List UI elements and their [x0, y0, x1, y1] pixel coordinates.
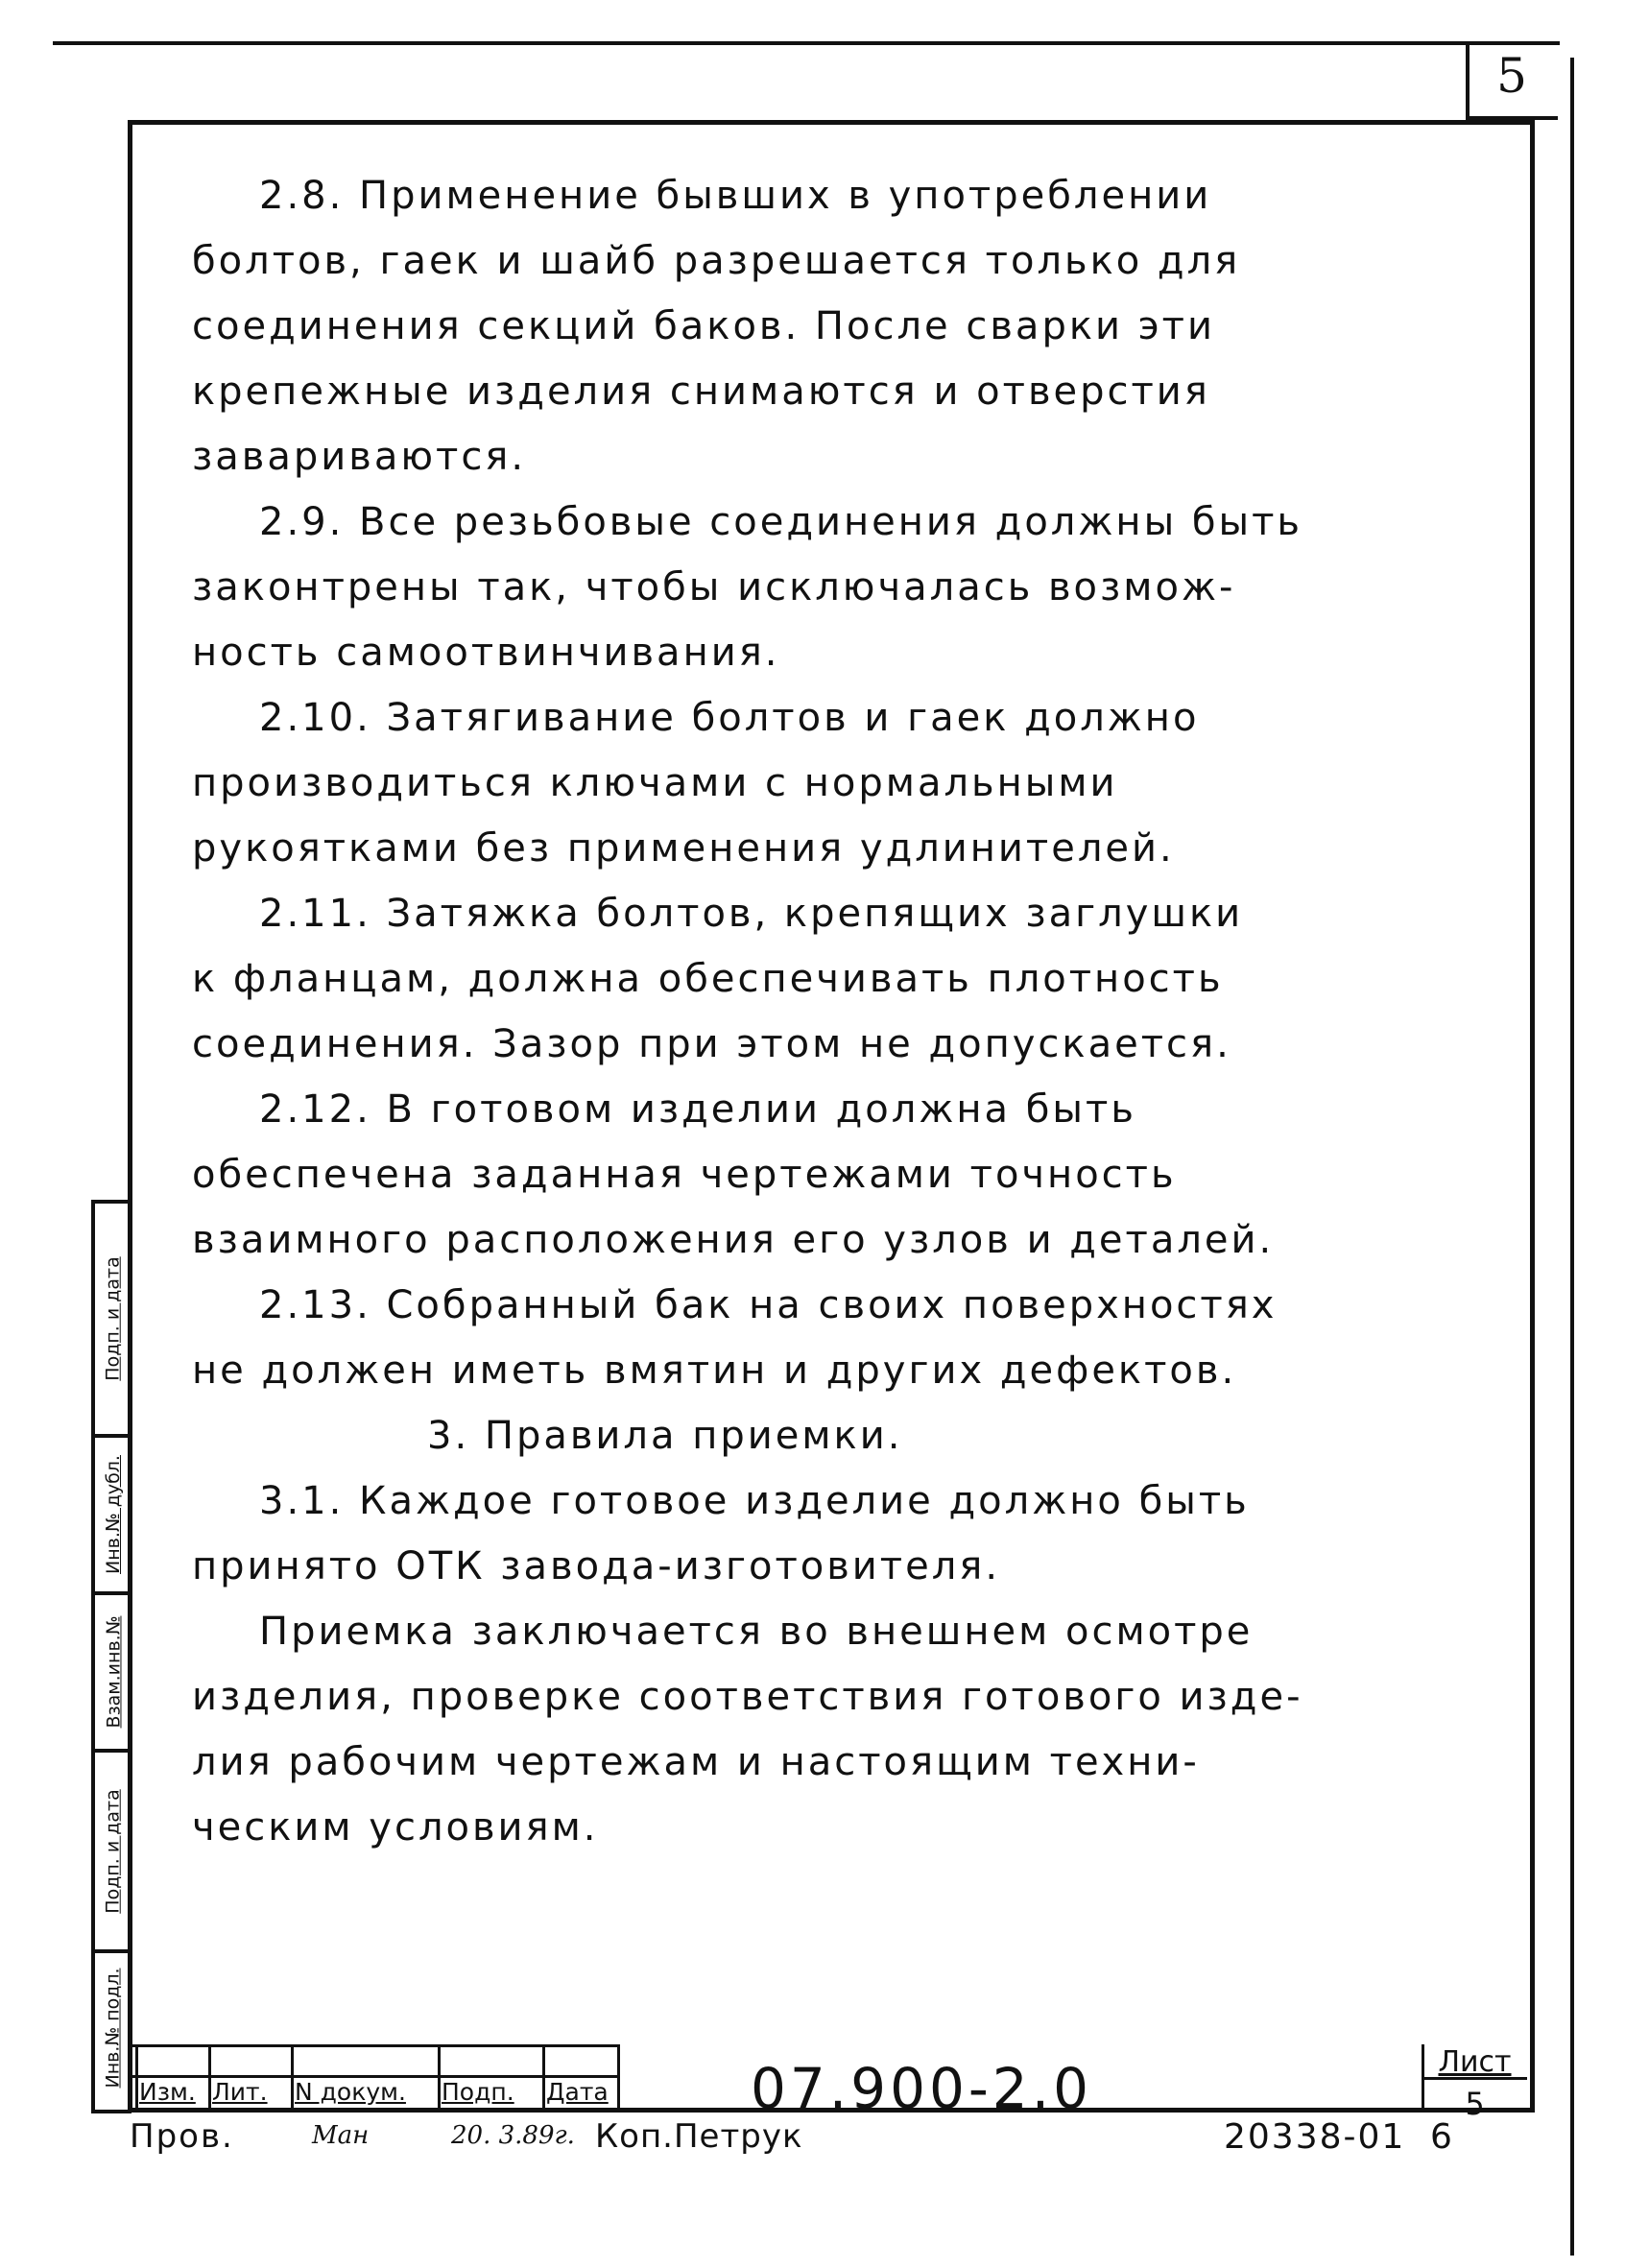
- section-heading-acceptance: 3. Правила приемки.: [427, 1414, 903, 1458]
- page-number: 5: [1496, 48, 1527, 104]
- title-block-rule: [291, 2044, 294, 2110]
- check-date: 20. 3.89г.: [451, 2121, 575, 2150]
- binding-label-dup-inv: Инв.№ дубл.: [103, 1455, 124, 1574]
- paragraph-3-1: 3.1. Каждое готовое изделие должно быть принято ОТК завода-изготовителя.: [192, 1479, 1250, 1588]
- binding-label-sign-date-top: Подп. и дата: [103, 1256, 124, 1381]
- copied-by: Коп.Петрук: [595, 2117, 803, 2156]
- sheet-number: 5: [1465, 2086, 1485, 2122]
- paragraph-2-11: 2.11. Затяжка болтов, крепящих заглушки к фланцам, должна обеспечивать плотность соединения. Зазор при этом не допускается.: [192, 892, 1244, 1066]
- title-block-rule: [617, 2044, 620, 2110]
- col-signature: Подп.: [442, 2078, 514, 2106]
- title-block-rule: [135, 2044, 138, 2110]
- format-number: 6: [1430, 2117, 1452, 2157]
- paragraph-2-9: 2.9. Все резьбовые соединения должны быть законтрены так, чтобы исключалась возмож- ность самоотвинчивания.: [192, 500, 1302, 675]
- title-block-rule: [542, 2044, 545, 2110]
- binding-label-replace-inv: Взам.инв.№: [103, 1615, 124, 1729]
- document-body: [192, 163, 1497, 1860]
- binding-label-inv-orig: Инв.№ подл.: [103, 1967, 125, 2089]
- paragraph-2-10: 2.10. Затягивание болтов и гаек должно производиться ключами с нормальными рукоятками без применения удлинителей.: [192, 696, 1200, 871]
- title-block-rule: [208, 2044, 211, 2110]
- col-change: Изм.: [139, 2078, 196, 2106]
- col-sheet: Лит.: [212, 2078, 268, 2106]
- paragraph-3-1-continued: Приемка заключается во внешнем осмотре изделия, проверке соответствия готового изде- лия рабочим чертежам и настоящим техни- ческим условиям.: [192, 1610, 1303, 1850]
- right-edge-rule: [1570, 58, 1574, 2256]
- title-block-rule: [438, 2044, 441, 2110]
- paragraph-2-13: 2.13. Собранный бак на своих поверхностях не должен иметь вмятин и других дефектов.: [192, 1283, 1278, 1393]
- col-doc-number: N докум.: [295, 2078, 406, 2106]
- col-date: Дата: [546, 2078, 609, 2106]
- checker-signature: Ман: [312, 2121, 370, 2150]
- binding-column: [91, 1200, 131, 2113]
- top-rule: [53, 41, 1560, 45]
- checked-label: Пров.: [130, 2117, 234, 2156]
- archive-code: 20338-01: [1224, 2117, 1406, 2157]
- sheet-label: Лист: [1438, 2045, 1512, 2079]
- document-designation: 07.900-2.0: [750, 2056, 1093, 2121]
- paragraph-2-12: 2.12. В готовом изделии должна быть обеспечена заданная чертежами точность взаимного расположения его узлов и деталей.: [192, 1087, 1275, 1262]
- binding-label-sign-date: Подп. и дата: [103, 1788, 124, 1914]
- paragraph-2-8: 2.8. Применение бывших в употреблении болтов, гаек и шайб разрешается только для соединения секций баков. После сварки эти крепежные изделия снимаются и отверстия завариваются.: [192, 174, 1241, 479]
